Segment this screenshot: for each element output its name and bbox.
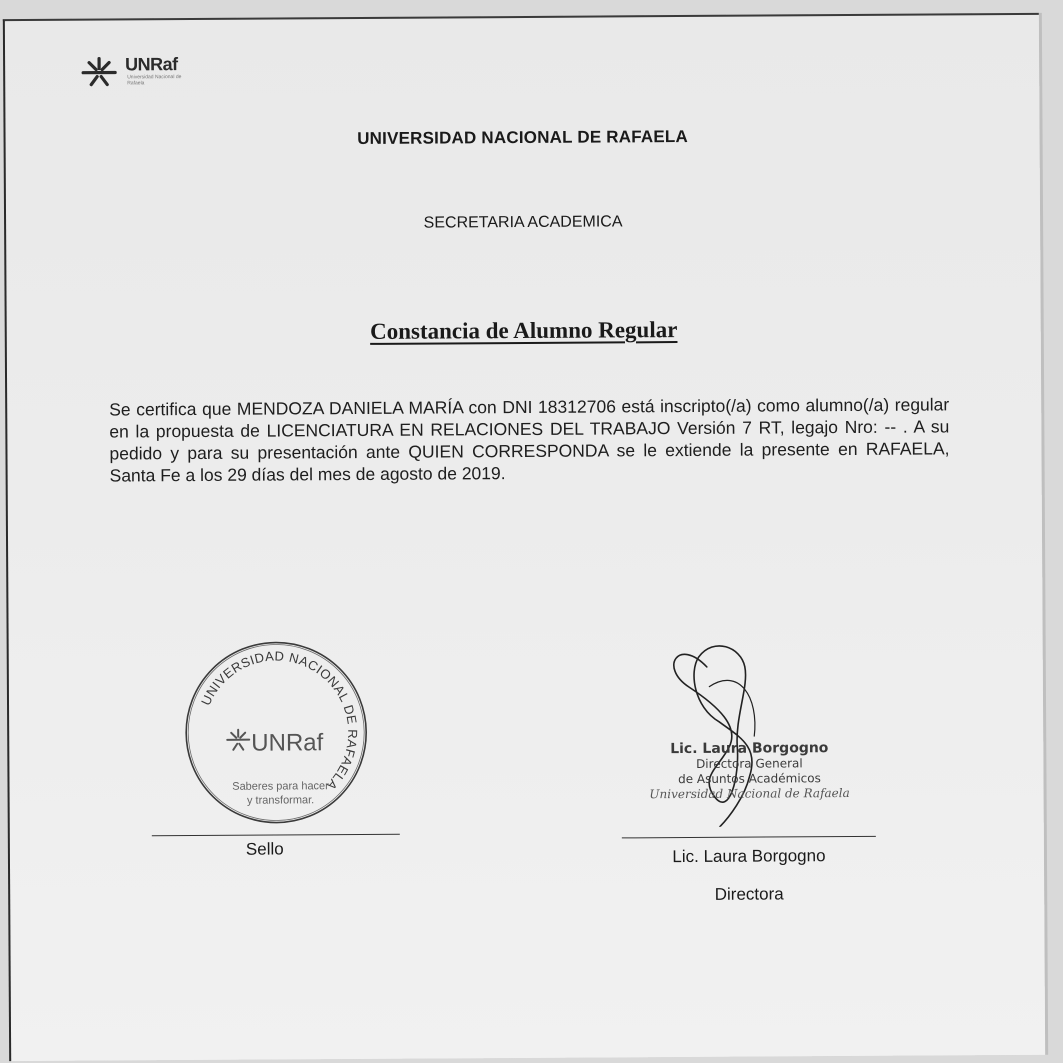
document-title: Constancia de Alumno Regular bbox=[369, 317, 678, 344]
logo-brand: UNRaf bbox=[125, 54, 178, 75]
certificate-body: Se certifica que MENDOZA DANIELA MARÍA con DNI 18312706 está inscripto(/a) como alumno(/a) regular en la propuesta de LICENCIATURA EN RELACIONES DEL TRABAJO Versión 7 RT, legajo Nro: -- . A su pedido y para su presentación ante QUIEN CORRESPONDA se le extiende la presente en RAFAELA, Santa Fe a los 29 días del mes de agosto de 2019. bbox=[109, 394, 950, 486]
seal-slogan-line-2: y transformar. bbox=[246, 794, 315, 807]
secretariat-heading: SECRETARIA ACADEMICA bbox=[423, 213, 623, 232]
seal-asterisk-icon bbox=[227, 730, 249, 750]
signature-line bbox=[622, 836, 876, 839]
seal-label: Sello bbox=[245, 839, 284, 859]
signer-name: Lic. Laura Borgogno bbox=[672, 846, 826, 867]
signer-role: Directora bbox=[714, 884, 784, 904]
seal-signature-line bbox=[152, 834, 400, 837]
stamp-role-line-1: Directora General bbox=[696, 756, 803, 771]
stamp-role-line-2: de Asuntos Académicos bbox=[678, 771, 821, 787]
signature-stamp bbox=[629, 740, 869, 801]
unraf-asterisk-icon bbox=[77, 54, 121, 94]
stamp-university: Universidad Nacional de Rafaela bbox=[649, 786, 850, 802]
logo-subtitle: Universidad Nacional de Rafaela bbox=[127, 74, 182, 87]
seal-brand: UNRaf bbox=[251, 729, 324, 757]
stamp-signer-name: Lic. Laura Borgogno bbox=[670, 740, 829, 758]
unraf-logo bbox=[77, 54, 197, 95]
svg-text:UNIVERSIDAD NACIONAL DE RAFAEL bbox=[198, 648, 361, 794]
university-heading: UNIVERSIDAD NACIONAL DE RAFAELA bbox=[357, 126, 689, 149]
official-seal bbox=[183, 639, 370, 826]
seal-ring-text: UNIVERSIDAD NACIONAL DE RAFAELA bbox=[198, 648, 361, 794]
seal-slogan-line-1: Saberes para hacer bbox=[232, 780, 329, 793]
certificate-sheet bbox=[3, 13, 1045, 1061]
